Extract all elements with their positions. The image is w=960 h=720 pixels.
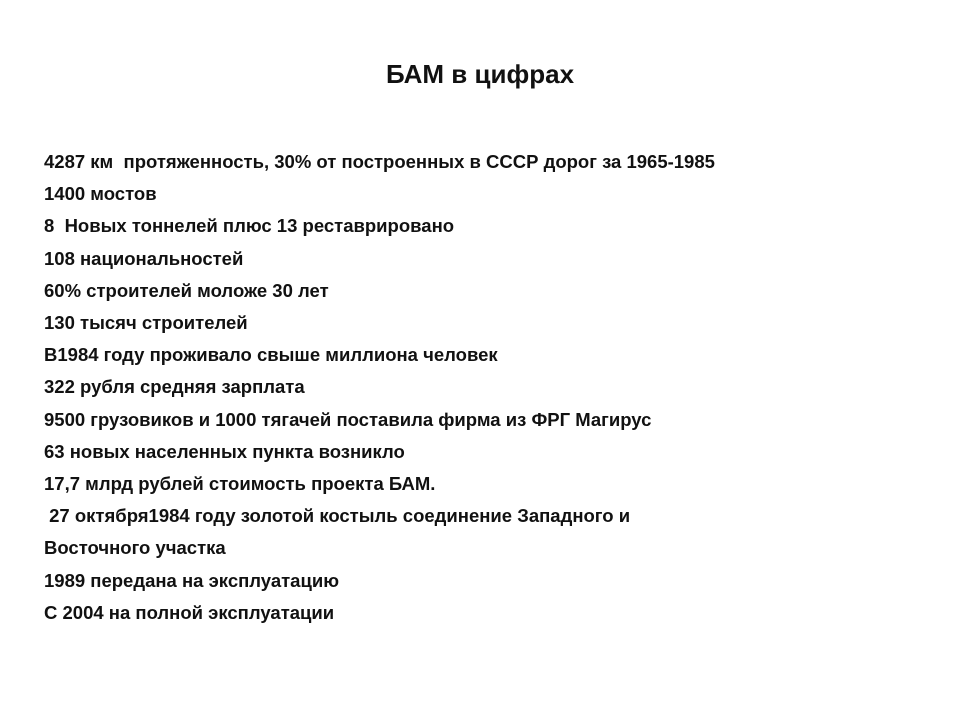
fact-line: В1984 году проживало свыше миллиона человек [44, 344, 498, 366]
fact-line: 322 рубля средняя зарплата [44, 376, 305, 398]
fact-line: 108 национальностей [44, 247, 244, 269]
fact-line: 9500 грузовиков и 1000 тягачей поставила фирма из ФРГ Магирус [44, 408, 652, 430]
fact-line: 1400 мостов [44, 183, 157, 205]
slide-title: БАМ в цифрах [385, 59, 575, 89]
fact-line: 17,7 млрд рублей стоимость проекта БАМ. [44, 473, 436, 495]
fact-line: 27 октября1984 году золотой костыль соединение Западного и [44, 505, 631, 527]
fact-line: 60% строителей моложе 30 лет [44, 279, 329, 301]
fact-line: 63 новых населенных пункта возникло [44, 440, 405, 462]
facts-list [44, 146, 924, 629]
fact-line: Восточного участка [44, 537, 226, 559]
fact-line: 4287 км протяженность, 30% от построенных в СССР дорог за 1965-1985 [44, 151, 715, 172]
fact-line: С 2004 на полной эксплуатации [44, 601, 335, 623]
fact-line: 130 тысяч строителей [44, 312, 248, 334]
fact-line: 1989 передана на эксплуатацию [44, 569, 340, 591]
fact-line: 8 Новых тоннелей плюс 13 реставрировано [44, 215, 455, 237]
